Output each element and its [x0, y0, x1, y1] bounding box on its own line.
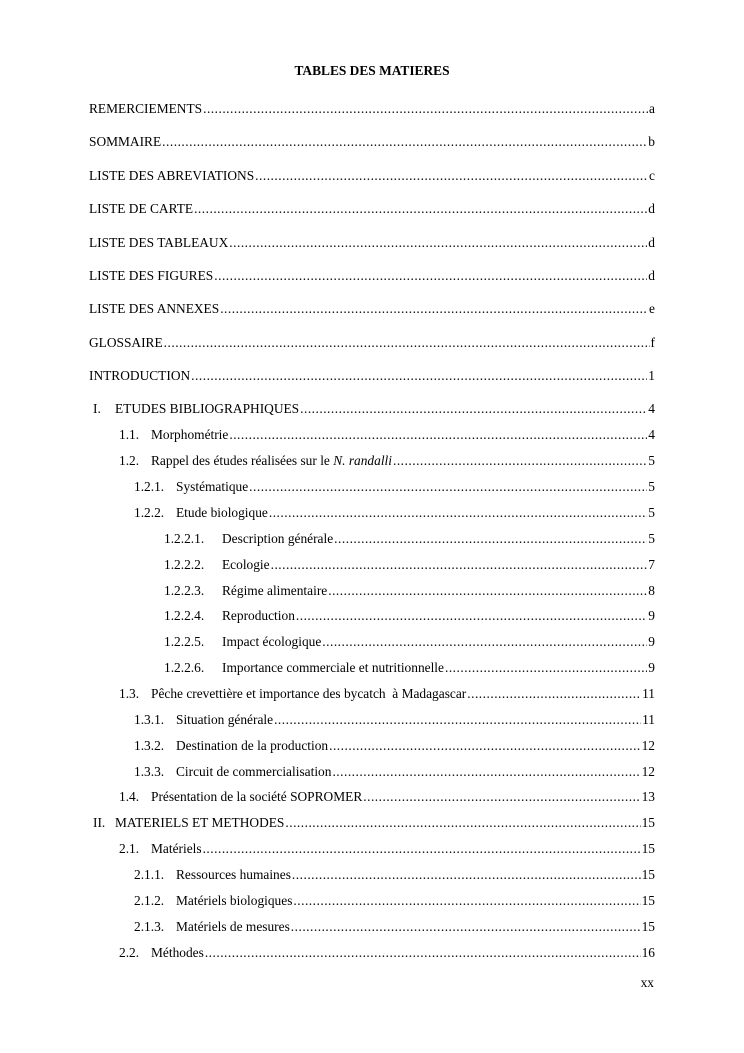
toc-entry-page: b [648, 134, 655, 149]
toc-leader-dots [191, 367, 647, 385]
toc-leader-dots [329, 737, 641, 755]
toc-entry-label: Matériels de mesures [176, 919, 290, 934]
toc-leader-dots [296, 607, 647, 625]
toc-entry-page: 11 [642, 686, 655, 701]
toc-entry-page: 12 [641, 738, 655, 753]
toc-entry-label: Pêche crevettière et importance des bycatch à Madagascar [151, 686, 467, 701]
toc-entry[interactable] [89, 100, 655, 118]
toc-leader-dots [229, 234, 647, 252]
toc-entry-number: 1.2.2.5. [164, 634, 205, 649]
toc-entry-number: 1.2.2.4. [164, 608, 205, 623]
toc-entry-number: 1.3.1. [134, 712, 165, 727]
toc-entry-page: 9 [648, 660, 655, 675]
toc-leader-dots [269, 504, 647, 522]
toc-entry-page: e [649, 301, 655, 316]
toc-entry-label: LISTE DE CARTE [89, 201, 194, 216]
toc-leader-dots [255, 167, 648, 185]
toc-entry-number: 2.1.3. [134, 919, 165, 934]
toc-entry-number: 1.2.2.2. [164, 557, 205, 572]
toc-entry-label: Etude biologique [176, 505, 268, 520]
toc-leader-dots [300, 400, 647, 418]
toc-leader-dots [203, 840, 641, 858]
toc-entry-page: 9 [648, 608, 655, 623]
toc-entry-label: Impact écologique [222, 634, 322, 649]
toc-entry-page: 15 [641, 815, 655, 830]
toc-entry-label: Circuit de commercialisation [176, 764, 332, 779]
toc-leader-dots [194, 200, 647, 218]
toc-entry-page: 11 [642, 712, 655, 727]
toc-entry[interactable] [119, 426, 655, 444]
toc-entry-number: 1.4. [119, 789, 140, 804]
toc-entry-page: a [649, 101, 655, 116]
toc-entry-page: 4 [648, 427, 655, 442]
toc-entry-number: 1.3.2. [134, 738, 165, 753]
toc-entry[interactable] [134, 763, 655, 781]
toc-leader-dots [293, 892, 640, 910]
toc-leader-dots [162, 133, 647, 151]
toc-entry[interactable] [134, 737, 655, 755]
toc-entry[interactable] [89, 133, 655, 151]
toc-leader-dots [203, 100, 648, 118]
toc-entry[interactable] [134, 918, 655, 936]
toc-entry-page: 12 [641, 764, 655, 779]
toc-entry-number: 1.2.2. [134, 505, 165, 520]
toc-leader-dots [271, 556, 648, 574]
toc-entry-number: 1.3.3. [134, 764, 165, 779]
toc-entry[interactable] [89, 334, 655, 352]
toc-entry[interactable] [89, 234, 655, 252]
toc-entry[interactable] [89, 367, 655, 385]
toc-entry-label: REMERCIEMENTS [89, 101, 203, 116]
toc-leader-dots [445, 659, 647, 677]
toc-entry-label: Matériels biologiques [176, 893, 293, 908]
toc-leader-dots [467, 685, 641, 703]
toc-entry-label: Matériels [151, 841, 202, 856]
toc-entry-number: II. [93, 815, 106, 830]
toc-entry-label: LISTE DES ABREVIATIONS [89, 168, 255, 183]
toc-entry-label: GLOSSAIRE [89, 335, 163, 350]
toc-entry[interactable] [93, 400, 655, 418]
toc-entry-number: 1.2. [119, 453, 140, 468]
toc-entry-page: 15 [641, 867, 655, 882]
toc-leader-dots [285, 814, 640, 832]
toc-entry-label: Présentation de la société SOPROMER [151, 789, 363, 804]
toc-entry[interactable] [134, 892, 655, 910]
toc-entry[interactable] [119, 452, 655, 470]
toc-entry[interactable] [89, 300, 655, 318]
toc-entry-page: d [648, 201, 655, 216]
page-number: xx [640, 975, 654, 990]
toc-entry-label: SOMMAIRE [89, 134, 162, 149]
toc-entry[interactable] [164, 556, 655, 574]
toc-entry-number: 1.2.2.6. [164, 660, 205, 675]
toc-entry-page: 15 [641, 919, 655, 934]
toc-leader-dots [214, 267, 647, 285]
toc-entry-label: MATERIELS ET METHODES [115, 815, 285, 830]
toc-entry[interactable] [164, 582, 655, 600]
toc-leader-dots [164, 334, 650, 352]
toc-entry-number: 2.1. [119, 841, 140, 856]
toc-entry-label: Situation générale [176, 712, 274, 727]
toc-entry-label: Ecologie [222, 557, 270, 572]
toc-entry[interactable] [134, 504, 655, 522]
toc-entry-number: 1.2.2.1. [164, 531, 205, 546]
toc-entry[interactable] [89, 167, 655, 185]
toc-entry-page: 15 [641, 893, 655, 908]
toc-leader-dots [274, 711, 641, 729]
toc-entry-page: 13 [641, 789, 655, 804]
toc-leader-dots [205, 944, 641, 962]
toc-entry[interactable] [119, 685, 655, 703]
toc-entry[interactable] [119, 944, 655, 962]
toc-entry[interactable] [134, 478, 655, 496]
toc-leader-dots [291, 918, 641, 936]
toc-entry[interactable] [93, 814, 655, 832]
toc-entry-label: Régime alimentaire [222, 583, 328, 598]
toc-entry-number: 1.2.2.3. [164, 583, 205, 598]
toc-leader-dots [363, 788, 640, 806]
toc-entry[interactable] [164, 633, 655, 651]
toc-entry-page: 5 [648, 479, 655, 494]
toc-entry-page: 16 [641, 945, 655, 960]
toc-entry[interactable] [119, 840, 655, 858]
toc-entry-number: 1.1. [119, 427, 140, 442]
toc-leader-dots [332, 763, 640, 781]
toc-entry-number: 2.2. [119, 945, 140, 960]
toc-leader-dots [292, 866, 641, 884]
toc-entry-label: Rappel des études réalisées sur le [151, 453, 334, 468]
toc-entry-page: 9 [648, 634, 655, 649]
toc-leader-dots [220, 300, 648, 318]
toc-leader-dots [393, 452, 647, 470]
toc-leader-dots [322, 633, 647, 651]
toc-entry[interactable] [89, 200, 655, 218]
toc-entry[interactable] [134, 866, 655, 884]
page-title: TABLES DES MATIERES [294, 63, 450, 78]
toc-entry-page: 4 [648, 401, 655, 416]
toc-entry[interactable] [164, 607, 655, 625]
toc-entry-number: 1.3. [119, 686, 140, 701]
toc-entry-page: f [650, 335, 655, 350]
toc-leader-dots [249, 478, 647, 496]
toc-entry-page: 1 [648, 368, 655, 383]
toc-entry-page: 8 [648, 583, 655, 598]
toc-entry-number: 2.1.2. [134, 893, 165, 908]
toc-entry-label: Systématique [176, 479, 249, 494]
toc-entry-page: 7 [648, 557, 655, 572]
toc-entry-label: LISTE DES FIGURES [89, 268, 214, 283]
toc-entry-page: d [648, 235, 655, 250]
toc-entry-page: 15 [641, 841, 655, 856]
toc-entry-number: I. [93, 401, 101, 416]
toc-entry-label: Description générale [222, 531, 334, 546]
toc-entry[interactable] [134, 711, 655, 729]
toc-leader-dots [328, 582, 647, 600]
toc-entry-label: LISTE DES TABLEAUX [89, 235, 229, 250]
toc-entry-label: Ressources humaines [176, 867, 291, 882]
toc-entry-label: Importance commerciale et nutritionnelle [222, 660, 444, 675]
toc-entry-label: INTRODUCTION [89, 368, 191, 383]
toc-entry-page: d [648, 268, 655, 283]
toc-entry-label: ETUDES BIBLIOGRAPHIQUES [115, 401, 300, 416]
toc-entry-number: 2.1.1. [134, 867, 165, 882]
toc-entry-label-italic: N. randalli [333, 453, 392, 468]
toc-entry[interactable] [119, 788, 655, 806]
toc-entry-label: Méthodes [151, 945, 204, 960]
toc-entry-page: 5 [648, 531, 655, 546]
toc-entry-page: 5 [648, 505, 655, 520]
toc-entry[interactable] [164, 530, 655, 548]
toc-leader-dots [334, 530, 647, 548]
toc-entry-label: Morphométrie [151, 427, 229, 442]
toc-entry-page: 5 [648, 453, 655, 468]
toc-entry-label: Reproduction [222, 608, 295, 623]
toc-entry-label: Destination de la production [176, 738, 329, 753]
toc-entry[interactable] [164, 659, 655, 677]
toc-leader-dots [229, 426, 647, 444]
toc-entry-number: 1.2.1. [134, 479, 165, 494]
toc-entry[interactable] [89, 267, 655, 285]
toc-entry-label: LISTE DES ANNEXES [89, 301, 220, 316]
toc-entry-page: c [649, 168, 655, 183]
